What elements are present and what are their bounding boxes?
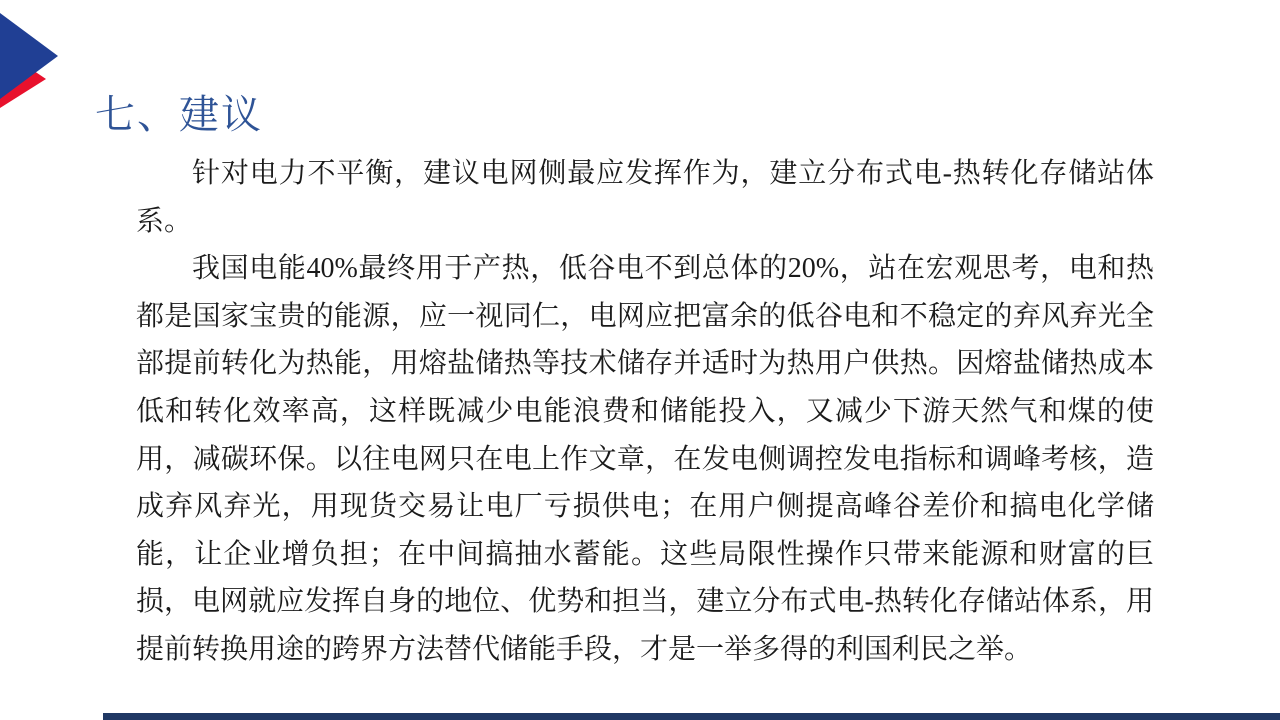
- slide-title: 七、建议: [95, 91, 263, 137]
- body-paragraph-2: 我国电能40%最终用于产热，低谷电不到总体的20%，站在宏观思考，电和热都是国家宝贵的能源，应一视同仁，电网应把富余的低谷电和不稳定的弃风弃光全部提前转化为热能，用熔盐储热等技术储存并适时为热用户供热。因熔盐储热成本低和转化效率高，这样既减少电能浪费和储能投入，又减少下游天然气和煤的使用，减碳环保。以往电网只在电上作文章，在发电侧调控发电指标和调峰考核，造成弃风弃光，用现货交易让电厂亏损供电；在用户侧提高峰谷差价和搞电化学储能，让企业增负担；在中间搞抽水蓄能。这些局限性操作只带来能源和财富的巨损，电网就应发挥自身的地位、优势和担当，建立分布式电-热转化存储站体系，用提前转换用途的跨界方法替代储能手段，才是一举多得的利国利民之举。: [136, 253, 1154, 665]
- corner-chevron-decoration: [0, 0, 70, 120]
- body-paragraph-1: 针对电力不平衡，建议电网侧最应发挥作为，建立分布式电-热转化存储站体系。: [136, 158, 1154, 237]
- slide-body: [136, 150, 1154, 674]
- bottom-accent-bar: [103, 713, 1280, 720]
- blue-triangle-icon: [0, 0, 70, 120]
